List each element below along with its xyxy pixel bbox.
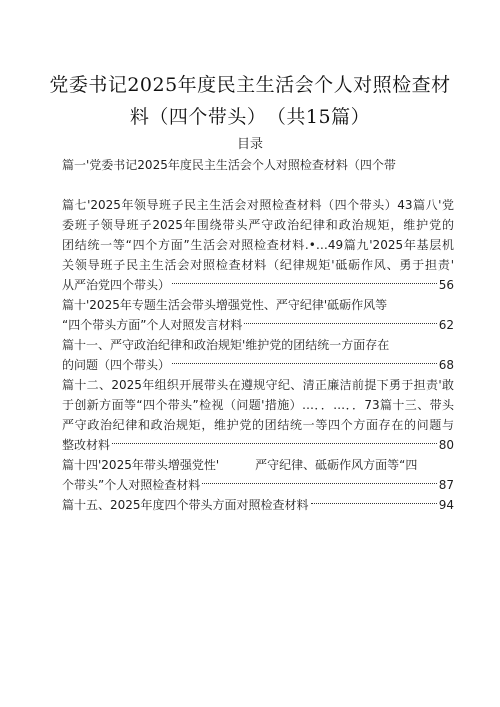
toc-page-number: 68 xyxy=(438,358,454,372)
dot-leader xyxy=(112,443,437,444)
toc-gap xyxy=(62,175,454,195)
toc-entry-13-cont[interactable]: 严守政治纪律和政治规矩，维护党的团结统一等四个方面存在的问题与 xyxy=(62,418,454,432)
toc-page-number: 94 xyxy=(438,498,454,512)
toc-entry-14-end[interactable] xyxy=(62,475,454,495)
toc-heading: 目录 xyxy=(236,137,263,152)
toc-entry-text: 整改材料 xyxy=(62,438,111,452)
toc-entry-11[interactable]: 篇十一、严守政治纪律和政治规矩'维护党的团结统一方面存在 xyxy=(62,338,390,352)
toc-entry-text: 篇十五、2025年度四个带头方面对照检查材料 xyxy=(62,498,309,512)
toc-entry-14[interactable]: 篇十四'2025年带头增强党性' 严守纪律、砥砺作风方面等“四 xyxy=(62,458,418,472)
toc-entry-text: “四个带头方面”个人对照发言材料 xyxy=(62,318,243,332)
document-title-line-1: 党委书记2025年度民主生活会个人对照检查材 xyxy=(49,74,451,96)
table-of-contents xyxy=(62,155,454,515)
toc-entry-text: 个带头”个人对照检查材料 xyxy=(62,478,201,492)
toc-entry-15[interactable] xyxy=(62,495,454,515)
toc-entry-12[interactable]: 篇十二、2025年组织开展带头在遵规守纪、清正廉洁前提下勇于担责'敢 xyxy=(62,378,454,392)
toc-entry-10-end[interactable] xyxy=(62,315,454,335)
toc-entry-8-cont[interactable]: 团结统一等“四个方面”生活会对照检查材料.•…49篇九'2025年基层机 xyxy=(62,238,454,252)
toc-entry-11-end[interactable] xyxy=(62,355,454,375)
toc-entry-13-end[interactable] xyxy=(62,435,454,455)
toc-entry-9[interactable]: 关领导班子民主生活会对照检查材料（纪律规矩'砥砺作风、勇于担责' xyxy=(62,258,454,272)
toc-page-number: 87 xyxy=(438,478,454,492)
toc-entry-7[interactable]: 篇七'2025年领导班子民主生活会对照检查材料（四个带头）43篇八'党 xyxy=(62,198,454,212)
toc-entry-text: 从严治党四个带头） xyxy=(62,278,171,292)
dot-leader xyxy=(202,483,437,484)
dot-leader xyxy=(311,503,437,504)
toc-entry-text: 的问题（四个带头） xyxy=(62,358,171,372)
dot-leader xyxy=(172,363,437,364)
toc-entry-10[interactable]: 篇十'2025年专题生活会带头增强党性、严守纪律'砥砺作风等 xyxy=(62,298,388,312)
document-title-line-2: 料（四个带头） （共15篇） xyxy=(129,106,371,128)
toc-entry-1[interactable]: 篇一'党委书记2025年度民主生活会个人对照检查材料（四个带 xyxy=(62,158,396,172)
toc-page-number: 56 xyxy=(438,278,454,292)
toc-entry-8[interactable]: 委班子领导班子2025年围绕带头严守政治纪律和政治规矩，维护党的 xyxy=(62,218,454,232)
toc-page-number: 80 xyxy=(438,438,454,452)
dot-leader xyxy=(172,283,437,284)
dot-leader xyxy=(244,323,436,324)
toc-entry-13[interactable]: 于创新方面等“四个带头”检视（问题'措施）…．．…．．73篇十三、带头 xyxy=(62,398,454,412)
toc-page-number: 62 xyxy=(438,318,454,332)
toc-entry-9-end[interactable] xyxy=(62,275,454,295)
